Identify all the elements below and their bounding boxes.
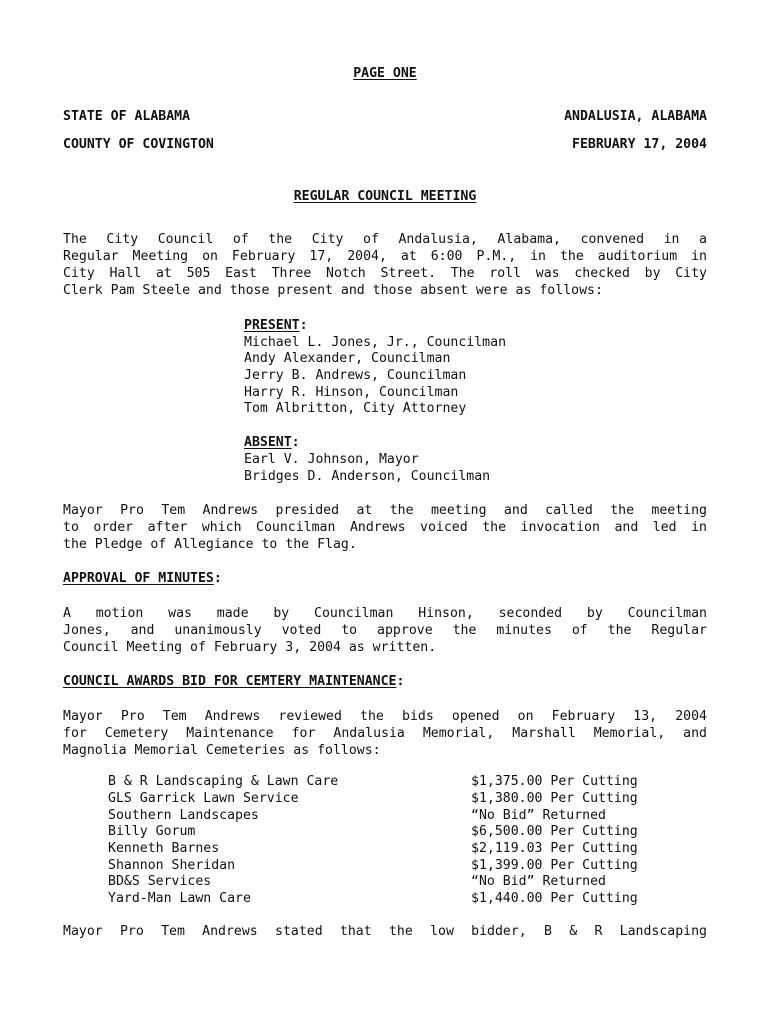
state-label: STATE OF ALABAMA: [63, 109, 191, 124]
minutes-line: A motion was made by Councilman Hinson, seconded by Councilman: [63, 606, 707, 621]
bidder-amount: $6,500.00 Per Cutting: [471, 824, 638, 839]
bidder-amount: $1,399.00 Per Cutting: [471, 858, 638, 873]
bidder-amount: $1,440.00 Per Cutting: [471, 891, 638, 906]
bidder-name: GLS Garrick Lawn Service: [108, 791, 299, 806]
bidder-name: Shannon Sheridan: [108, 858, 236, 873]
intro-line: The City Council of the City of Andalusia, Alabama, convened in a: [63, 232, 707, 247]
intro-line: City Hall at 505 East Three Notch Street. The roll was checked by City: [63, 266, 707, 281]
present-member: Tom Albritton, City Attorney: [244, 401, 467, 416]
bidder-name: Southern Landscapes: [108, 808, 259, 823]
present-member: Michael L. Jones, Jr., Councilman: [244, 335, 507, 350]
absent-member: Bridges D. Anderson, Councilman: [244, 469, 491, 484]
absent-member: Earl V. Johnson, Mayor: [244, 452, 419, 467]
county-label: COUNTY OF COVINGTON: [63, 137, 214, 152]
meeting-date: FEBRUARY 17, 2004: [572, 137, 707, 152]
bid-line: Mayor Pro Tem Andrews reviewed the bids opened on February 13, 2004: [63, 709, 707, 724]
bid-line: for Cemetery Maintenance for Andalusia Memorial, Marshall Memorial, and: [63, 726, 707, 741]
bidder-name: Billy Gorum: [108, 824, 196, 839]
present-member: Andy Alexander, Councilman: [244, 351, 451, 366]
bidder-name: B & R Landscaping & Lawn Care: [108, 774, 339, 789]
present-heading: PRESENT:: [244, 318, 308, 333]
meeting-title: REGULAR COUNCIL MEETING: [293, 189, 477, 204]
present-member: Harry R. Hinson, Councilman: [244, 385, 459, 400]
presided-line: to order after which Councilman Andrews voiced the invocation and led in: [63, 520, 707, 535]
minutes-line: Jones, and unanimously voted to approve the minutes of the Regular: [63, 623, 707, 638]
bidder-name: Kenneth Barnes: [108, 841, 220, 856]
city-label: ANDALUSIA, ALABAMA: [564, 109, 707, 124]
bid-line: Magnolia Memorial Cemeteries as follows:: [63, 743, 381, 758]
bidder-name: Yard-Man Lawn Care: [108, 891, 251, 906]
minutes-heading: APPROVAL OF MINUTES:: [63, 571, 222, 586]
page-label: PAGE ONE: [353, 66, 417, 81]
bid-heading: COUNCIL AWARDS BID FOR CEMTERY MAINTENANCE:: [63, 674, 405, 689]
present-member: Jerry B. Andrews, Councilman: [244, 368, 467, 383]
bidder-amount: $1,375.00 Per Cutting: [471, 774, 638, 789]
intro-line: Clerk Pam Steele and those present and those absent were as follows:: [63, 283, 603, 298]
presided-line: the Pledge of Allegiance to the Flag.: [63, 537, 357, 552]
bidder-amount: $1,380.00 Per Cutting: [471, 791, 638, 806]
intro-line: Regular Meeting on February 17, 2004, at 6:00 P.M., in the auditorium in: [63, 249, 707, 264]
minutes-line: Council Meeting of February 3, 2004 as written.: [63, 640, 437, 655]
presided-line: Mayor Pro Tem Andrews presided at the meeting and called the meeting: [63, 503, 707, 518]
absent-heading: ABSENT:: [244, 435, 300, 450]
bidder-amount: “No Bid” Returned: [471, 874, 606, 889]
bidder-amount: $2,119.03 Per Cutting: [471, 841, 638, 856]
bidder-name: BD&S Services: [108, 874, 212, 889]
bid-closing-line: Mayor Pro Tem Andrews stated that the low bidder, B & R Landscaping: [63, 924, 707, 939]
bidder-amount: “No Bid” Returned: [471, 808, 606, 823]
